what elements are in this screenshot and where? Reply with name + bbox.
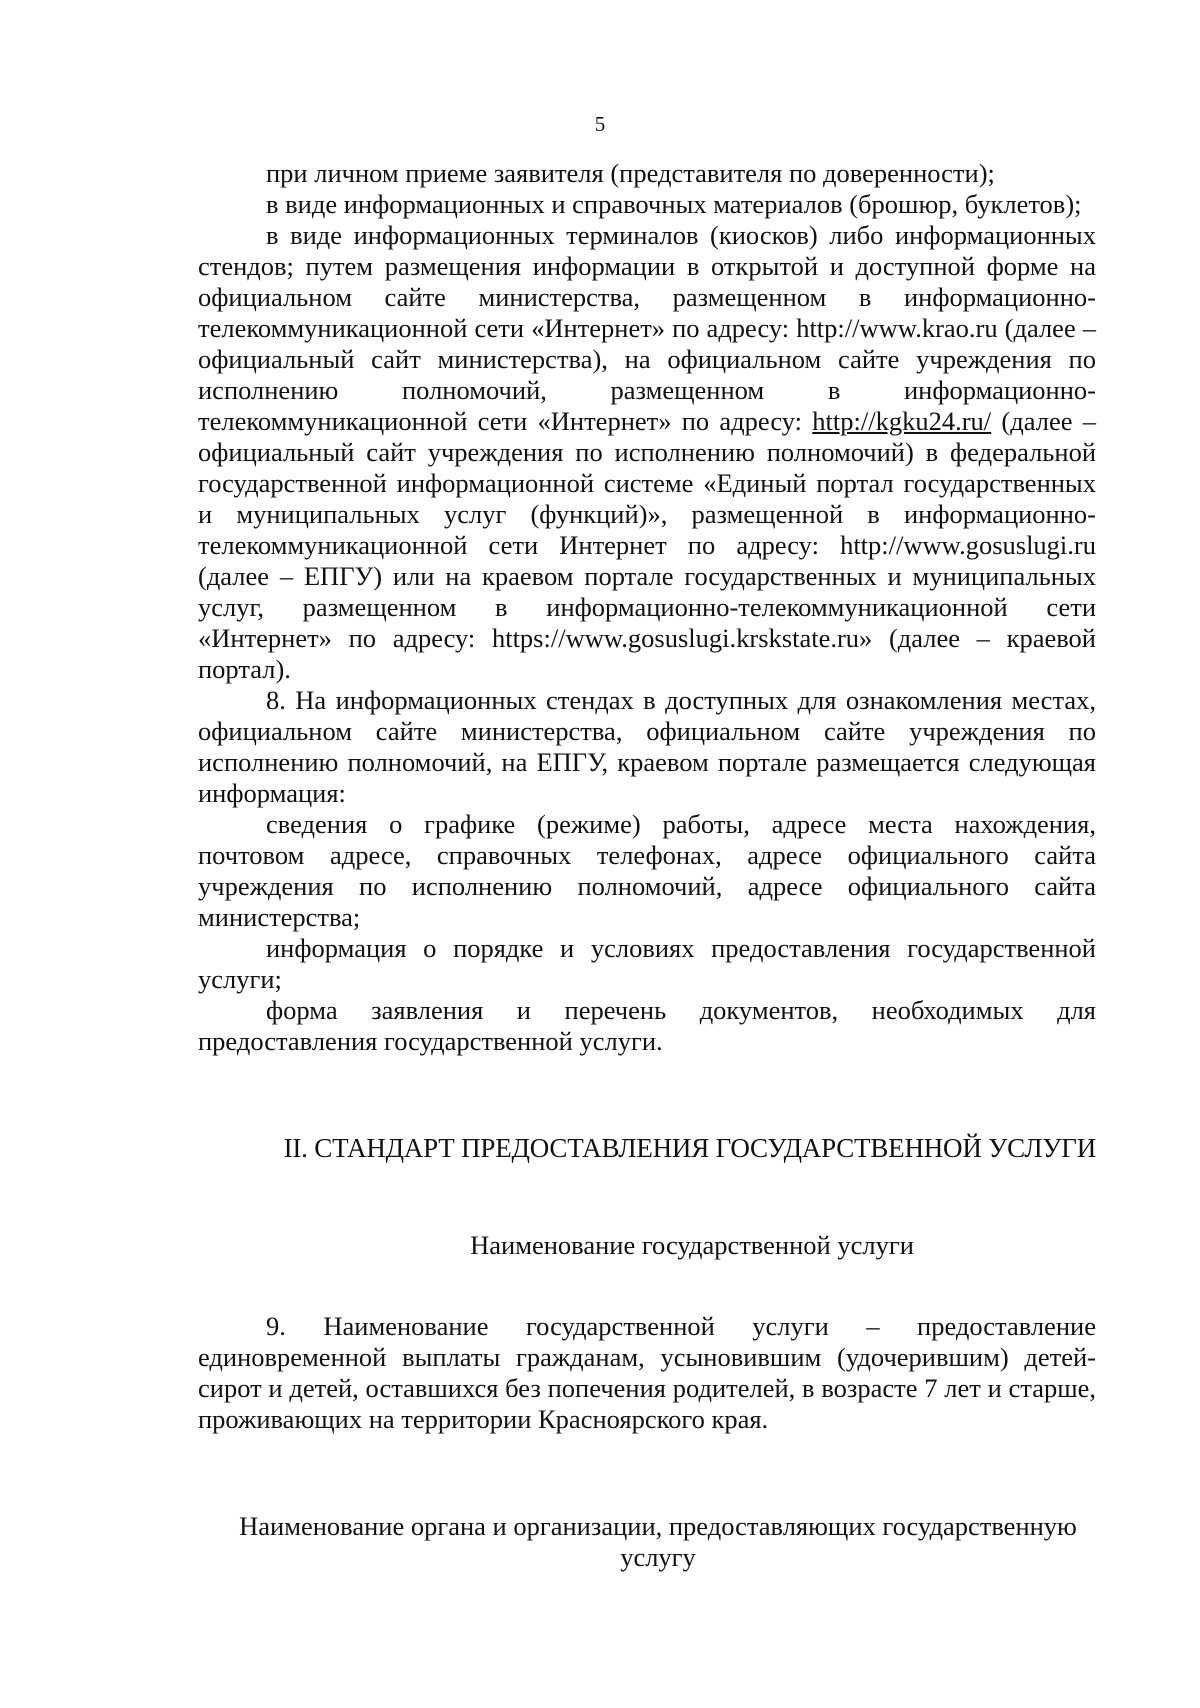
- paragraph-information-sources: [198, 220, 1096, 685]
- paragraph-9-service-name: 9. Наименование государственной услуги – предоставление единовременной выплаты гражданам, усыновившим (удочерившим) детей-сирот и детей, оставшихся без попечения родителей, в возрасте 7 лет и старше, проживающих на территории Красноярского края.: [198, 1311, 1096, 1434]
- paragraph-schedule-info: сведения о графике (режиме) работы, адресе места нахождения, почтовом адресе, справочных телефонах, адресе официального сайта учреждения по исполнению полномочий, адресе официального сайта министерства;: [198, 809, 1096, 932]
- subheading-service-name: Наименование государственной услуги: [470, 1230, 914, 1260]
- section-title: II. СТАНДАРТ ПРЕДОСТАВЛЕНИЯ ГОСУДАРСТВЕННОЙ УСЛУГИ: [283, 1133, 1096, 1163]
- kgku24-link[interactable]: http://kgku24.ru/: [812, 406, 992, 436]
- paragraph-information-sources-part-1: в виде информационных терминалов (киосков) либо информационных стендов; путем размещения информации в открытой и доступной форме на официальном сайте министерства, размещенном в информационно-телекоммуникационной сети «Интернет» по адресу: http://www.krao.ru (далее – официальный сайт министерства), на официальном сайте учреждения по исполнению полномочий, размещенном в информационно-телекоммуникационной сети «Интернет» по адресу:: [198, 220, 1096, 436]
- paragraph-brochures: в виде информационных и справочных материалов (брошюр, буклетов);: [266, 189, 1082, 219]
- subheading-providing-organization: Наименование органа и организации, предоставляющих государственную услугу: [239, 1511, 1077, 1572]
- page-number: 5: [594, 112, 606, 136]
- document-body: [198, 158, 1096, 1573]
- paragraph-personal-reception: при личном приеме заявителя (представителя по доверенности);: [266, 158, 995, 188]
- paragraph-information-sources-part-2: (далее – официальный сайт учреждения по исполнению полномочий) в федеральной государственной информационной системе «Единый портал государственных и муниципальных услуг (функций)», размещенной в информационно-телекоммуникационной сети Интернет по адресу: http://www.gosuslugi.ru (далее – ЕПГУ) или на краевом портале государственных и муниципальных услуг, размещенном в информационно-телекоммуникационной сети «Интернет» по адресу: https://www.gosuslugi.krskstate.ru» (далее – краевой портал).: [198, 406, 1096, 684]
- paragraph-procedure-info: информация о порядке и условиях предоставления государственной услуги;: [198, 933, 1096, 994]
- paragraph-application-form: форма заявления и перечень документов, необходимых для предоставления государственной услуги.: [198, 995, 1096, 1056]
- paragraph-8-information-stands: 8. На информационных стендах в доступных для ознакомления местах, официальном сайте министерства, официальном сайте учреждения по исполнению полномочий, на ЕПГУ, краевом портале размещается следующая информация:: [198, 685, 1096, 808]
